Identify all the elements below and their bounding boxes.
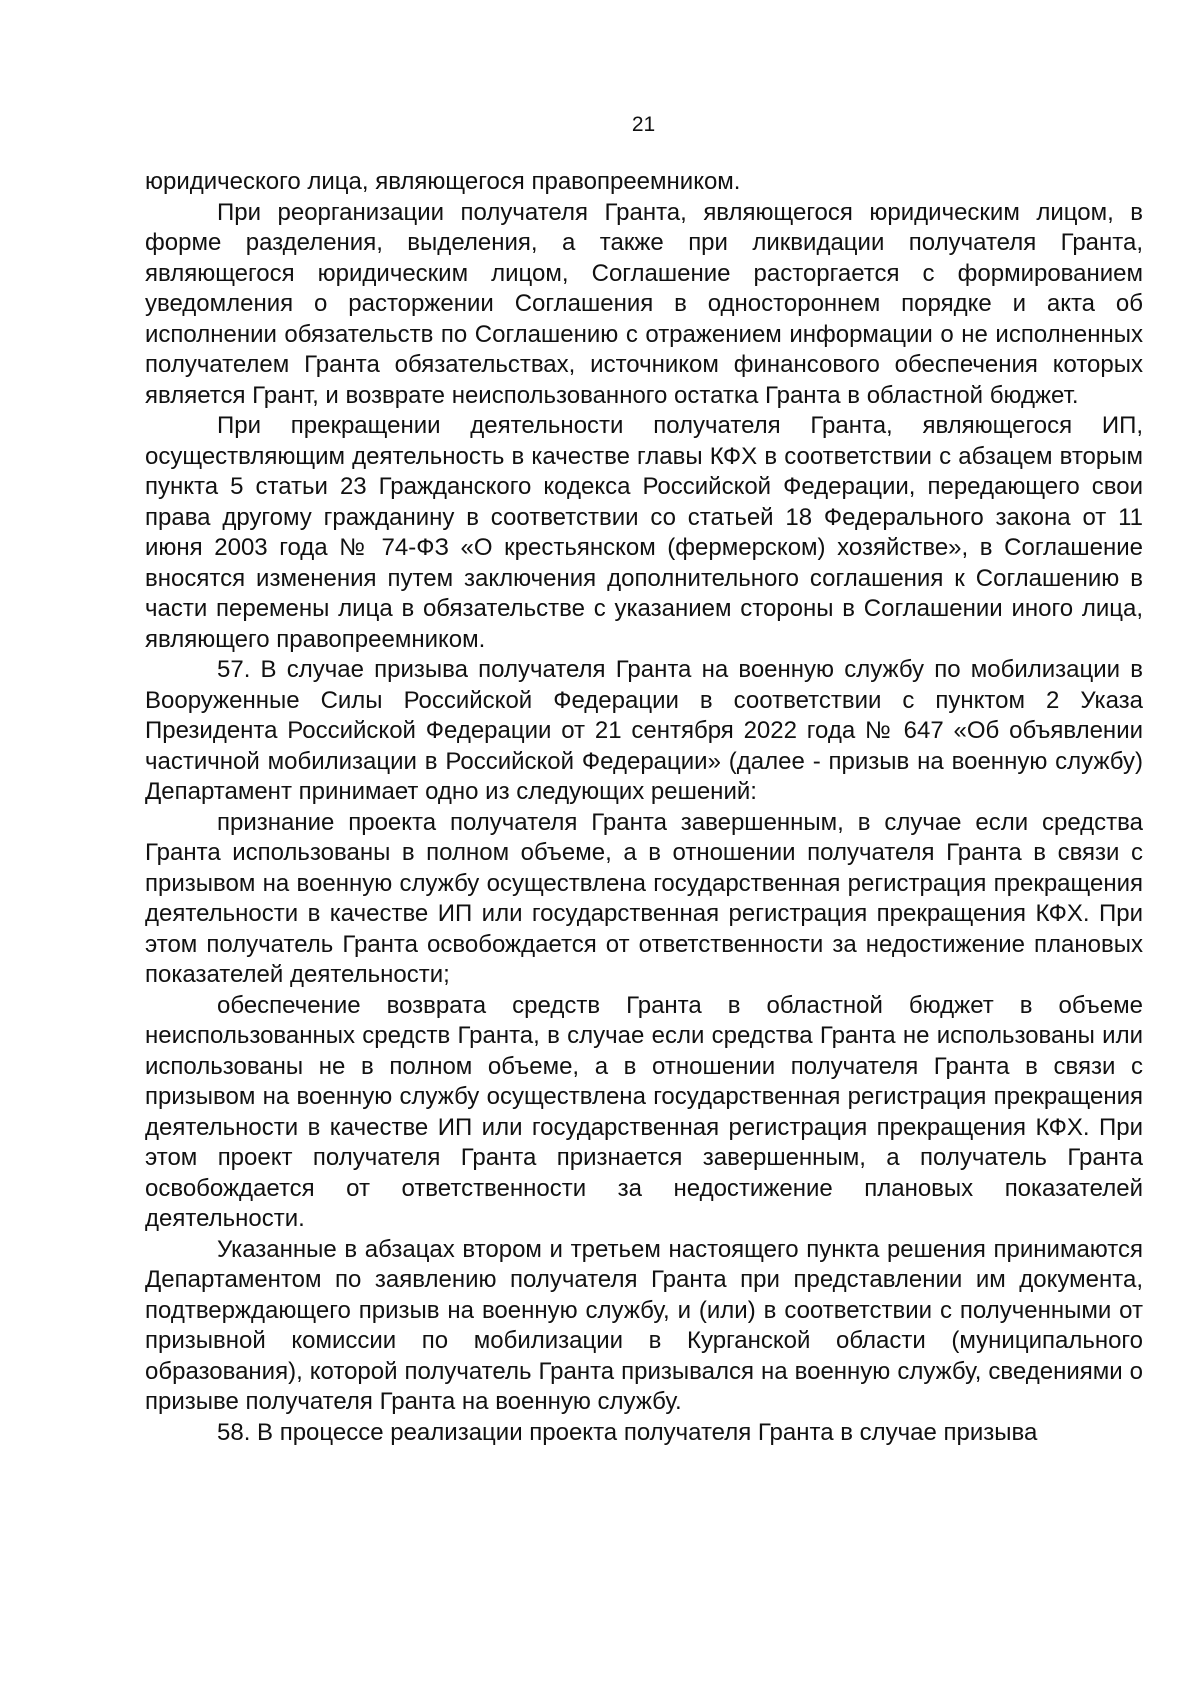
paragraph-decision-refund: обеспечение возврата средств Гранта в областной бюджет в объеме неиспользованных средств Гранта, в случае если средства Гранта не использованы или использованы не в полном объеме, а в отношении получателя Гранта в связи с призывом на военную службу осуществлена государственная регистрация прекращения деятельности в качестве ИП или государственная регистрация прекращения КФХ. При этом проект получателя Гранта признается завершенным, а получатель Гранта освобождается от ответственности за недостижение плановых показателей деятельности. bbox=[145, 991, 1143, 1232]
paragraph-decision-basis: Указанные в абзацах втором и третьем настоящего пункта решения принимаются Департаментом по заявлению получателя Гранта при представлении им документа, подтверждающего призыв на военную службу, и (или) в соответствии с полученными от призывной комиссии по мобилизации в Курганской области (муниципального образования), которой получатель Гранта призывался на военную службу, сведениями о призыве получателя Гранта на военную службу. bbox=[145, 1235, 1143, 1415]
paragraph-termination-ip: При прекращении деятельности получателя Гранта, являющегося ИП, осуществляющим деятельность в качестве главы КФХ в соответствии с абзацем вторым пункта 5 статьи 23 Гражданского кодекса Российской Федерации, передающего свои права другому гражданину в соответствии со статьей 18 Федерального закона от 11 июня 2003 года № 74-ФЗ «О крестьянском (фермерском) хозяйстве», в Соглашение вносятся изменения путем заключения дополнительного соглашения к Соглашению в части перемены лица в обязательстве с указанием стороны в Соглашении иного лица, являющего правопреемником. bbox=[145, 412, 1143, 653]
paragraph-reorganization: При реорганизации получателя Гранта, являющегося юридическим лицом, в форме разделения, выделения, а также при ликвидации получателя Гранта, являющегося юридическим лицом, Соглашение расторгается с формированием уведомления о расторжении Соглашения в одностороннем порядке и акта об исполнении обязательств по Соглашению с отражением информации о не исполненных получателем Гранта обязательствах, источником финансового обеспечения которых является Грант, и возврате неиспользованного остатка Гранта в областной бюджет. bbox=[145, 198, 1143, 409]
paragraph-continuation: юридического лица, являющегося правопреемником. bbox=[145, 168, 741, 195]
paragraph-decision-completed: признание проекта получателя Гранта завершенным, в случае если средства Гранта использованы в полном объеме, а в отношении получателя Гранта в связи с призывом на военную службу осуществлена государственная регистрация прекращения деятельности в качестве ИП или государственная регистрация прекращения КФХ. При этом получатель Гранта освобождается от ответственности за недостижение плановых показателей деятельности; bbox=[145, 808, 1143, 988]
document-body bbox=[145, 167, 1143, 1448]
paragraph-57: 57. В случае призыва получателя Гранта на военную службу по мобилизации в Вооруженные Силы Российской Федерации в соответствии с пунктом 2 Указа Президента Российской Федерации от 21 сентября 2022 года № 647 «Об объявлении частичной мобилизации в Российской Федерации» (далее - призыв на военную службу) Департамент принимает одно из следующих решений: bbox=[145, 656, 1143, 805]
paragraph-58: 58. В процессе реализации проекта получателя Гранта в случае призыва bbox=[217, 1418, 1038, 1446]
page-number: 21 bbox=[631, 113, 656, 136]
